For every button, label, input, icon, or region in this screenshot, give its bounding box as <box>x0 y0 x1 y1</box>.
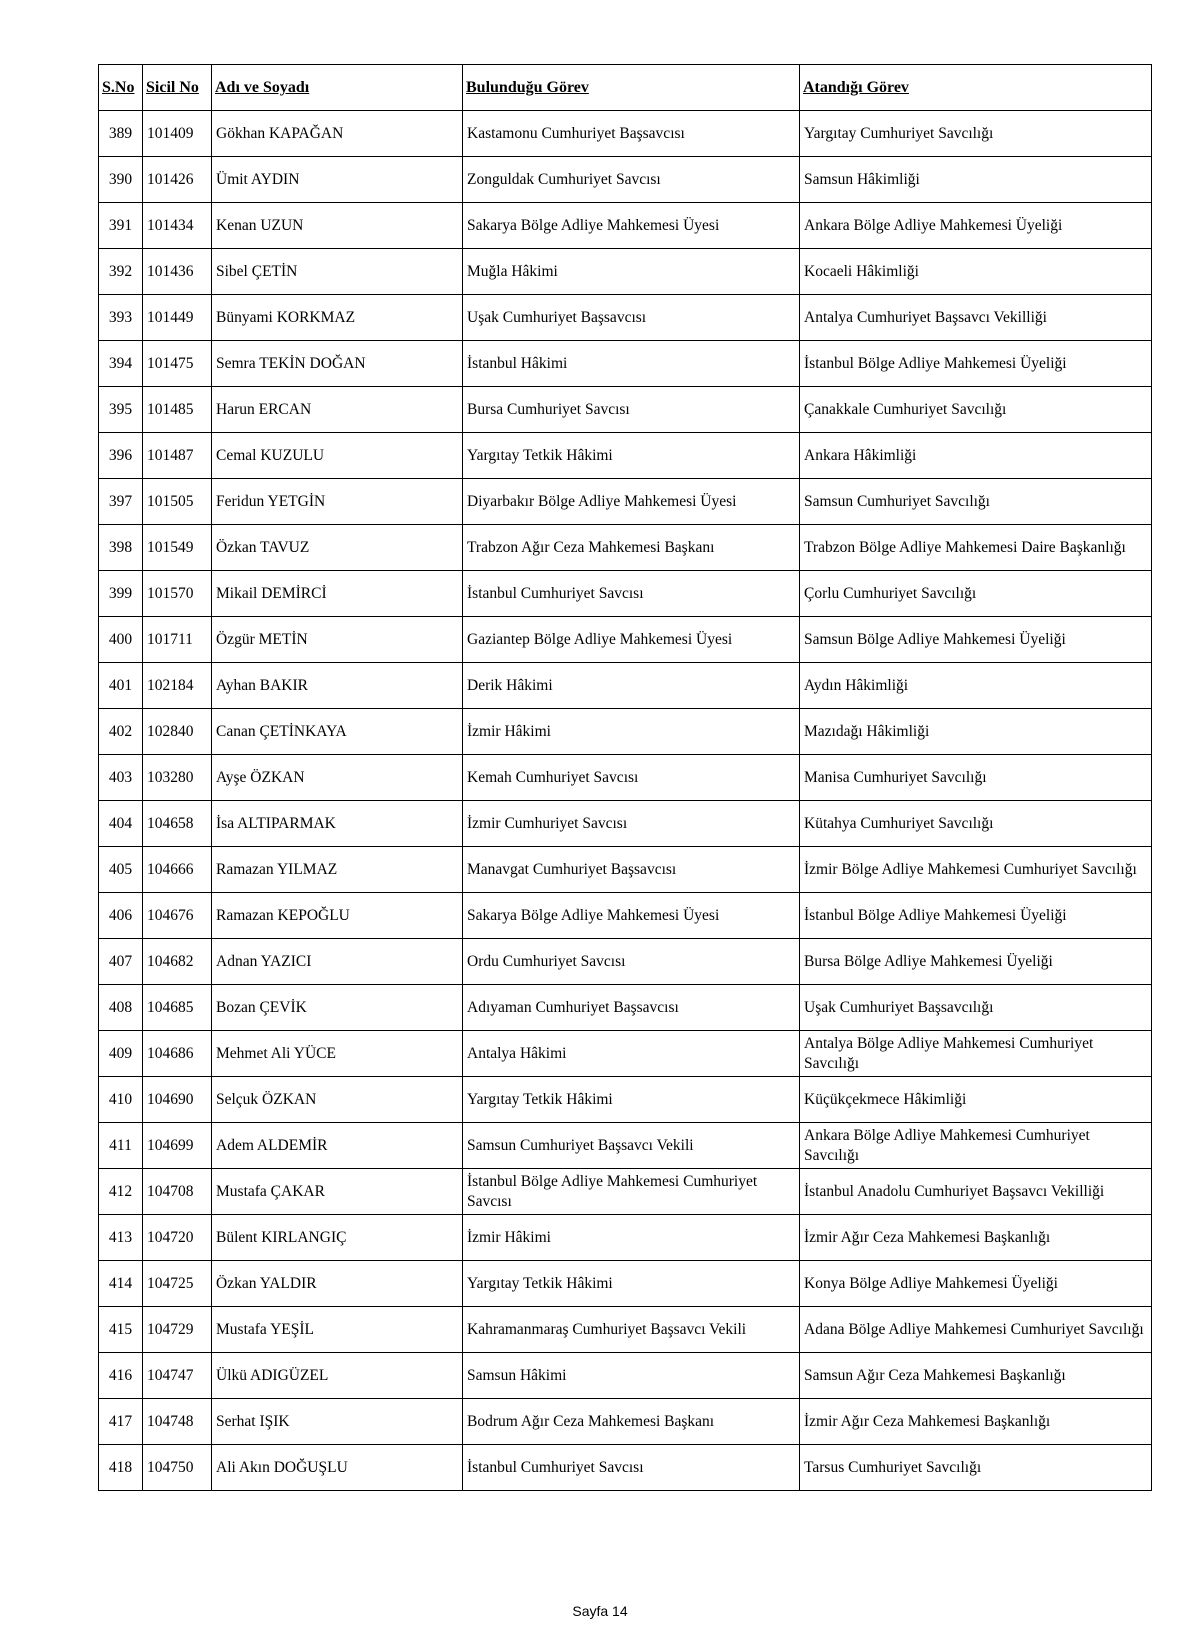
cell-sno: 413 <box>99 1215 143 1261</box>
cell-sicil: 104747 <box>143 1353 212 1399</box>
cell-name: Ali Akın DOĞUŞLU <box>212 1445 463 1491</box>
cell-current-position: Kemah Cumhuriyet Savcısı <box>463 755 800 801</box>
cell-name: Ümit AYDIN <box>212 157 463 203</box>
table-row <box>99 1307 1152 1353</box>
cell-name: Ayşe ÖZKAN <box>212 755 463 801</box>
cell-sno: 394 <box>99 341 143 387</box>
cell-sicil: 101409 <box>143 111 212 157</box>
table-body <box>99 111 1152 1491</box>
cell-sicil: 102840 <box>143 709 212 755</box>
table-row <box>99 1261 1152 1307</box>
table-row <box>99 939 1152 985</box>
cell-sno: 402 <box>99 709 143 755</box>
cell-current-position: Kahramanmaraş Cumhuriyet Başsavcı Vekili <box>463 1307 800 1353</box>
cell-assigned-position: Mazıdağı Hâkimliği <box>800 709 1152 755</box>
cell-assigned-position: Ankara Bölge Adliye Mahkemesi Cumhuriyet Savcılığı <box>800 1123 1152 1169</box>
cell-current-position: Sakarya Bölge Adliye Mahkemesi Üyesi <box>463 203 800 249</box>
cell-assigned-position: Ankara Bölge Adliye Mahkemesi Üyeliği <box>800 203 1152 249</box>
cell-current-position: Bodrum Ağır Ceza Mahkemesi Başkanı <box>463 1399 800 1445</box>
cell-current-position: Yargıtay Tetkik Hâkimi <box>463 1077 800 1123</box>
table-row <box>99 1215 1152 1261</box>
cell-current-position: Yargıtay Tetkik Hâkimi <box>463 1261 800 1307</box>
cell-assigned-position: Kütahya Cumhuriyet Savcılığı <box>800 801 1152 847</box>
table-row <box>99 1031 1152 1077</box>
table-header <box>99 65 1152 111</box>
cell-current-position: Ordu Cumhuriyet Savcısı <box>463 939 800 985</box>
cell-current-position: İzmir Cumhuriyet Savcısı <box>463 801 800 847</box>
cell-sno: 389 <box>99 111 143 157</box>
cell-name: Sibel ÇETİN <box>212 249 463 295</box>
cell-sicil: 101549 <box>143 525 212 571</box>
cell-sicil: 101485 <box>143 387 212 433</box>
cell-current-position: Gaziantep Bölge Adliye Mahkemesi Üyesi <box>463 617 800 663</box>
cell-sicil: 101505 <box>143 479 212 525</box>
cell-assigned-position: Çorlu Cumhuriyet Savcılığı <box>800 571 1152 617</box>
cell-name: Bünyami KORKMAZ <box>212 295 463 341</box>
table-row <box>99 709 1152 755</box>
cell-name: Selçuk ÖZKAN <box>212 1077 463 1123</box>
cell-sicil: 101436 <box>143 249 212 295</box>
cell-sicil: 104748 <box>143 1399 212 1445</box>
cell-current-position: İstanbul Bölge Adliye Mahkemesi Cumhuriyet Savcısı <box>463 1169 800 1215</box>
cell-sicil: 101426 <box>143 157 212 203</box>
cell-assigned-position: Samsun Ağır Ceza Mahkemesi Başkanlığı <box>800 1353 1152 1399</box>
cell-current-position: Trabzon Ağır Ceza Mahkemesi Başkanı <box>463 525 800 571</box>
table-row <box>99 1123 1152 1169</box>
cell-current-position: İstanbul Hâkimi <box>463 341 800 387</box>
cell-sno: 409 <box>99 1031 143 1077</box>
header-from: Bulunduğu Görev <box>463 65 800 111</box>
cell-name: Semra TEKİN DOĞAN <box>212 341 463 387</box>
cell-assigned-position: İstanbul Bölge Adliye Mahkemesi Üyeliği <box>800 341 1152 387</box>
cell-current-position: İzmir Hâkimi <box>463 1215 800 1261</box>
cell-sno: 406 <box>99 893 143 939</box>
table-row <box>99 341 1152 387</box>
table-row <box>99 617 1152 663</box>
cell-assigned-position: Tarsus Cumhuriyet Savcılığı <box>800 1445 1152 1491</box>
cell-sno: 404 <box>99 801 143 847</box>
cell-name: Ülkü ADIGÜZEL <box>212 1353 463 1399</box>
cell-sicil: 103280 <box>143 755 212 801</box>
cell-sicil: 104658 <box>143 801 212 847</box>
cell-assigned-position: İzmir Ağır Ceza Mahkemesi Başkanlığı <box>800 1215 1152 1261</box>
cell-current-position: Samsun Hâkimi <box>463 1353 800 1399</box>
table-row <box>99 111 1152 157</box>
cell-assigned-position: Küçükçekmece Hâkimliği <box>800 1077 1152 1123</box>
cell-sicil: 104725 <box>143 1261 212 1307</box>
cell-assigned-position: Adana Bölge Adliye Mahkemesi Cumhuriyet Savcılığı <box>800 1307 1152 1353</box>
cell-current-position: Uşak Cumhuriyet Başsavcısı <box>463 295 800 341</box>
table-row <box>99 571 1152 617</box>
cell-sicil: 101434 <box>143 203 212 249</box>
cell-current-position: Muğla Hâkimi <box>463 249 800 295</box>
cell-name: Cemal KUZULU <box>212 433 463 479</box>
cell-current-position: Adıyaman Cumhuriyet Başsavcısı <box>463 985 800 1031</box>
table-row <box>99 801 1152 847</box>
cell-sicil: 101475 <box>143 341 212 387</box>
cell-current-position: Bursa Cumhuriyet Savcısı <box>463 387 800 433</box>
cell-sicil: 104690 <box>143 1077 212 1123</box>
cell-name: Ramazan KEPOĞLU <box>212 893 463 939</box>
cell-sicil: 104666 <box>143 847 212 893</box>
cell-sicil: 104708 <box>143 1169 212 1215</box>
cell-current-position: İzmir Hâkimi <box>463 709 800 755</box>
cell-sno: 396 <box>99 433 143 479</box>
cell-sno: 415 <box>99 1307 143 1353</box>
cell-name: Mehmet Ali YÜCE <box>212 1031 463 1077</box>
cell-name: Mustafa YEŞİL <box>212 1307 463 1353</box>
cell-assigned-position: Samsun Cumhuriyet Savcılığı <box>800 479 1152 525</box>
cell-name: Ramazan YILMAZ <box>212 847 463 893</box>
table-row <box>99 295 1152 341</box>
cell-name: Harun ERCAN <box>212 387 463 433</box>
cell-current-position: Antalya Hâkimi <box>463 1031 800 1077</box>
cell-sno: 405 <box>99 847 143 893</box>
table-row <box>99 755 1152 801</box>
cell-assigned-position: Samsun Hâkimliği <box>800 157 1152 203</box>
table-row <box>99 1077 1152 1123</box>
cell-assigned-position: Antalya Bölge Adliye Mahkemesi Cumhuriyet Savcılığı <box>800 1031 1152 1077</box>
cell-sno: 401 <box>99 663 143 709</box>
cell-sno: 399 <box>99 571 143 617</box>
cell-sno: 398 <box>99 525 143 571</box>
cell-assigned-position: Trabzon Bölge Adliye Mahkemesi Daire Başkanlığı <box>800 525 1152 571</box>
table-row <box>99 479 1152 525</box>
cell-current-position: İstanbul Cumhuriyet Savcısı <box>463 1445 800 1491</box>
cell-assigned-position: Aydın Hâkimliği <box>800 663 1152 709</box>
cell-assigned-position: Uşak Cumhuriyet Başsavcılığı <box>800 985 1152 1031</box>
cell-current-position: İstanbul Cumhuriyet Savcısı <box>463 571 800 617</box>
header-name: Adı ve Soyadı <box>212 65 463 111</box>
table-row <box>99 525 1152 571</box>
cell-current-position: Samsun Cumhuriyet Başsavcı Vekili <box>463 1123 800 1169</box>
cell-sno: 392 <box>99 249 143 295</box>
cell-name: Serhat IŞIK <box>212 1399 463 1445</box>
cell-sicil: 104686 <box>143 1031 212 1077</box>
table-row <box>99 985 1152 1031</box>
cell-sicil: 104750 <box>143 1445 212 1491</box>
cell-name: İsa ALTIPARMAK <box>212 801 463 847</box>
cell-name: Özgür METİN <box>212 617 463 663</box>
cell-name: Bülent KIRLANGIÇ <box>212 1215 463 1261</box>
cell-assigned-position: İstanbul Bölge Adliye Mahkemesi Üyeliği <box>800 893 1152 939</box>
cell-sicil: 101487 <box>143 433 212 479</box>
cell-name: Mikail DEMİRCİ <box>212 571 463 617</box>
cell-name: Ayhan BAKIR <box>212 663 463 709</box>
cell-sno: 410 <box>99 1077 143 1123</box>
cell-assigned-position: Ankara Hâkimliği <box>800 433 1152 479</box>
cell-sno: 400 <box>99 617 143 663</box>
table-row <box>99 387 1152 433</box>
cell-sicil: 104676 <box>143 893 212 939</box>
cell-sno: 393 <box>99 295 143 341</box>
cell-sno: 391 <box>99 203 143 249</box>
appointments-table <box>98 64 1152 1491</box>
cell-current-position: Yargıtay Tetkik Hâkimi <box>463 433 800 479</box>
cell-sicil: 101711 <box>143 617 212 663</box>
table-row <box>99 663 1152 709</box>
cell-current-position: Derik Hâkimi <box>463 663 800 709</box>
cell-name: Mustafa ÇAKAR <box>212 1169 463 1215</box>
cell-sicil: 101570 <box>143 571 212 617</box>
cell-sno: 395 <box>99 387 143 433</box>
cell-assigned-position: İzmir Bölge Adliye Mahkemesi Cumhuriyet Savcılığı <box>800 847 1152 893</box>
cell-sno: 414 <box>99 1261 143 1307</box>
table-row <box>99 1169 1152 1215</box>
cell-current-position: Kastamonu Cumhuriyet Başsavcısı <box>463 111 800 157</box>
cell-name: Gökhan KAPAĞAN <box>212 111 463 157</box>
cell-sno: 408 <box>99 985 143 1031</box>
cell-assigned-position: Konya Bölge Adliye Mahkemesi Üyeliği <box>800 1261 1152 1307</box>
cell-sno: 407 <box>99 939 143 985</box>
cell-sicil: 104729 <box>143 1307 212 1353</box>
cell-sicil: 104720 <box>143 1215 212 1261</box>
table-row <box>99 893 1152 939</box>
cell-sno: 418 <box>99 1445 143 1491</box>
cell-sicil: 104699 <box>143 1123 212 1169</box>
cell-sno: 397 <box>99 479 143 525</box>
cell-sicil: 102184 <box>143 663 212 709</box>
table-row <box>99 1399 1152 1445</box>
cell-name: Kenan UZUN <box>212 203 463 249</box>
cell-assigned-position: Bursa Bölge Adliye Mahkemesi Üyeliği <box>800 939 1152 985</box>
page-number: Sayfa 14 <box>572 1603 628 1619</box>
cell-sicil: 101449 <box>143 295 212 341</box>
header-row <box>99 65 1152 111</box>
table-row <box>99 249 1152 295</box>
cell-current-position: Manavgat Cumhuriyet Başsavcısı <box>463 847 800 893</box>
cell-sno: 417 <box>99 1399 143 1445</box>
header-to: Atandığı Görev <box>800 65 1152 111</box>
cell-name: Bozan ÇEVİK <box>212 985 463 1031</box>
table-row <box>99 157 1152 203</box>
cell-assigned-position: Kocaeli Hâkimliği <box>800 249 1152 295</box>
cell-name: Özkan YALDIR <box>212 1261 463 1307</box>
cell-current-position: Sakarya Bölge Adliye Mahkemesi Üyesi <box>463 893 800 939</box>
cell-name: Adnan YAZICI <box>212 939 463 985</box>
table-row <box>99 1445 1152 1491</box>
cell-sno: 403 <box>99 755 143 801</box>
cell-name: Özkan TAVUZ <box>212 525 463 571</box>
cell-current-position: Zonguldak Cumhuriyet Savcısı <box>463 157 800 203</box>
table-row <box>99 847 1152 893</box>
cell-name: Adem ALDEMİR <box>212 1123 463 1169</box>
cell-sno: 416 <box>99 1353 143 1399</box>
table-row <box>99 203 1152 249</box>
cell-assigned-position: İstanbul Anadolu Cumhuriyet Başsavcı Vekilliği <box>800 1169 1152 1215</box>
cell-assigned-position: Yargıtay Cumhuriyet Savcılığı <box>800 111 1152 157</box>
cell-sno: 412 <box>99 1169 143 1215</box>
table-row <box>99 1353 1152 1399</box>
header-sicil: Sicil No <box>143 65 212 111</box>
cell-assigned-position: Antalya Cumhuriyet Başsavcı Vekilliği <box>800 295 1152 341</box>
cell-name: Feridun YETGİN <box>212 479 463 525</box>
cell-assigned-position: Çanakkale Cumhuriyet Savcılığı <box>800 387 1152 433</box>
cell-name: Canan ÇETİNKAYA <box>212 709 463 755</box>
cell-sicil: 104685 <box>143 985 212 1031</box>
table-row <box>99 433 1152 479</box>
cell-sno: 411 <box>99 1123 143 1169</box>
header-sno: S.No <box>99 65 143 111</box>
cell-assigned-position: İzmir Ağır Ceza Mahkemesi Başkanlığı <box>800 1399 1152 1445</box>
cell-assigned-position: Manisa Cumhuriyet Savcılığı <box>800 755 1152 801</box>
cell-sno: 390 <box>99 157 143 203</box>
cell-assigned-position: Samsun Bölge Adliye Mahkemesi Üyeliği <box>800 617 1152 663</box>
cell-current-position: Diyarbakır Bölge Adliye Mahkemesi Üyesi <box>463 479 800 525</box>
cell-sicil: 104682 <box>143 939 212 985</box>
